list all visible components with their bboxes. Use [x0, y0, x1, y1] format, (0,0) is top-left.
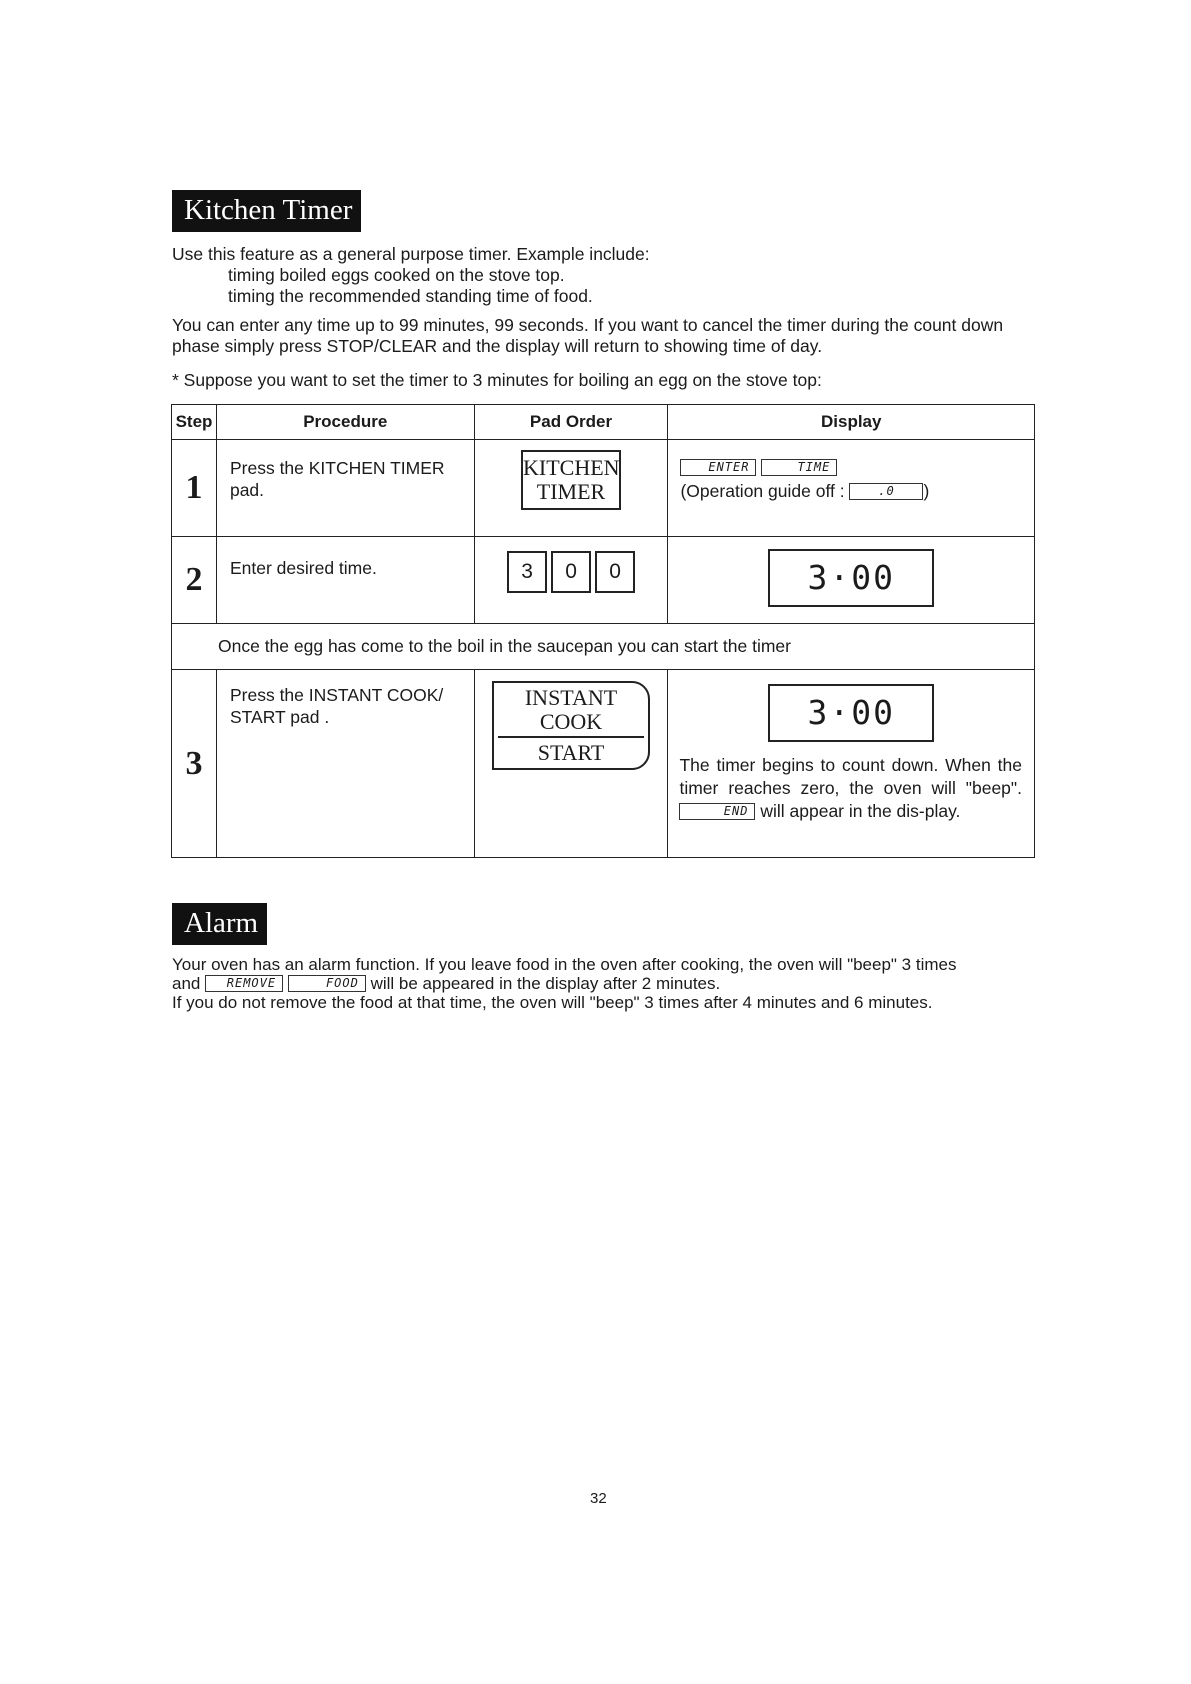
table-row: [172, 440, 1035, 537]
timer-range-text: You can enter any time up to 99 minutes, 99 seconds. If you want to cancel the timer during the count down phase simply press STOP/CLEAR and the display will return to showing time of day.: [172, 315, 1004, 356]
kitchen-timer-pad: [521, 450, 621, 510]
pad-label-line: KITCHEN: [523, 455, 620, 480]
alarm-line: Your oven has an alarm function. If you leave food in the oven after cooking, the oven will "beep" 3 times: [172, 955, 957, 974]
table-row: [172, 537, 1035, 624]
pad-label-line: START: [537, 740, 605, 765]
step-procedure: Press the KITCHEN TIMER pad.: [216, 440, 474, 537]
step3-text: The timer begins to count down. When the timer reaches zero, the oven will "beep".: [679, 755, 1022, 798]
lcd-guide-off: .0: [849, 483, 923, 500]
alarm-line2-post: will be appeared in the display after 2 minutes.: [370, 974, 721, 993]
header-step: Step: [172, 405, 217, 440]
digit-key-0: 0: [595, 551, 635, 593]
table-row: [172, 624, 1035, 670]
guide-text: (Operation guide off :: [680, 481, 845, 501]
lcd-time: TIME: [761, 459, 837, 476]
table-header-row: [172, 405, 1035, 440]
example-item: timing the recommended standing time of food.: [228, 286, 593, 306]
step-number: 1: [172, 440, 217, 537]
guide-close: ): [923, 481, 930, 501]
note-cell: Once the egg has come to the boil in the saucepan you can start the timer: [172, 624, 1035, 670]
alarm-line: [172, 974, 1042, 993]
lcd-food: FOOD: [288, 975, 366, 992]
example-item: timing boiled eggs cooked on the stove top.: [228, 265, 565, 285]
alarm-heading: Alarm: [172, 903, 267, 945]
lcd-remove: REMOVE: [205, 975, 283, 992]
digit-key-3: 3: [507, 551, 547, 593]
lcd-display: 3·00: [768, 684, 934, 742]
kitchen-timer-intro: [172, 244, 1032, 307]
step-procedure: Enter desired time.: [216, 537, 474, 624]
step-number: 2: [172, 537, 217, 624]
header-procedure: Procedure: [216, 405, 474, 440]
step3-text-end: will appear in the dis-play.: [760, 801, 961, 821]
lcd-display: 3·00: [768, 549, 934, 607]
pad-label-line: TIMER: [536, 479, 606, 504]
intro-text: Use this feature as a general purpose timer. Example include:: [172, 244, 650, 264]
lcd-enter: ENTER: [680, 459, 756, 476]
display-cell: [668, 537, 1035, 624]
guide-line: [680, 479, 1034, 503]
lcd-row: [680, 455, 1034, 479]
pad-order-cell: [474, 537, 668, 624]
display-cell: [668, 440, 1035, 537]
pad-label-line: INSTANT COOK: [498, 686, 644, 738]
page-number: 32: [590, 1490, 607, 1507]
step3-description: [679, 754, 1022, 823]
alarm-line: If you do not remove the food at that time, the oven will "beep" 3 times after 4 minutes and 6 minutes.: [172, 993, 933, 1012]
header-display: Display: [668, 405, 1035, 440]
kitchen-timer-heading: Kitchen Timer: [172, 190, 361, 232]
steps-table: [171, 404, 1035, 858]
header-pad-order: Pad Order: [474, 405, 668, 440]
table-row: [172, 670, 1035, 858]
pad-order-cell: [474, 440, 668, 537]
lcd-end: END: [679, 803, 755, 820]
digit-key-0: 0: [551, 551, 591, 593]
alarm-line2-pre: and: [172, 974, 201, 993]
step-number: 3: [172, 670, 217, 858]
display-cell: [668, 670, 1035, 858]
instant-cook-start-pad: [492, 681, 650, 770]
alarm-text: [172, 955, 1042, 1012]
step-procedure: Press the INSTANT COOK/ START pad .: [216, 670, 474, 858]
pad-order-cell: [474, 670, 668, 858]
suppose-text: * Suppose you want to set the timer to 3 minutes for boiling an egg on the stove top:: [172, 370, 822, 390]
